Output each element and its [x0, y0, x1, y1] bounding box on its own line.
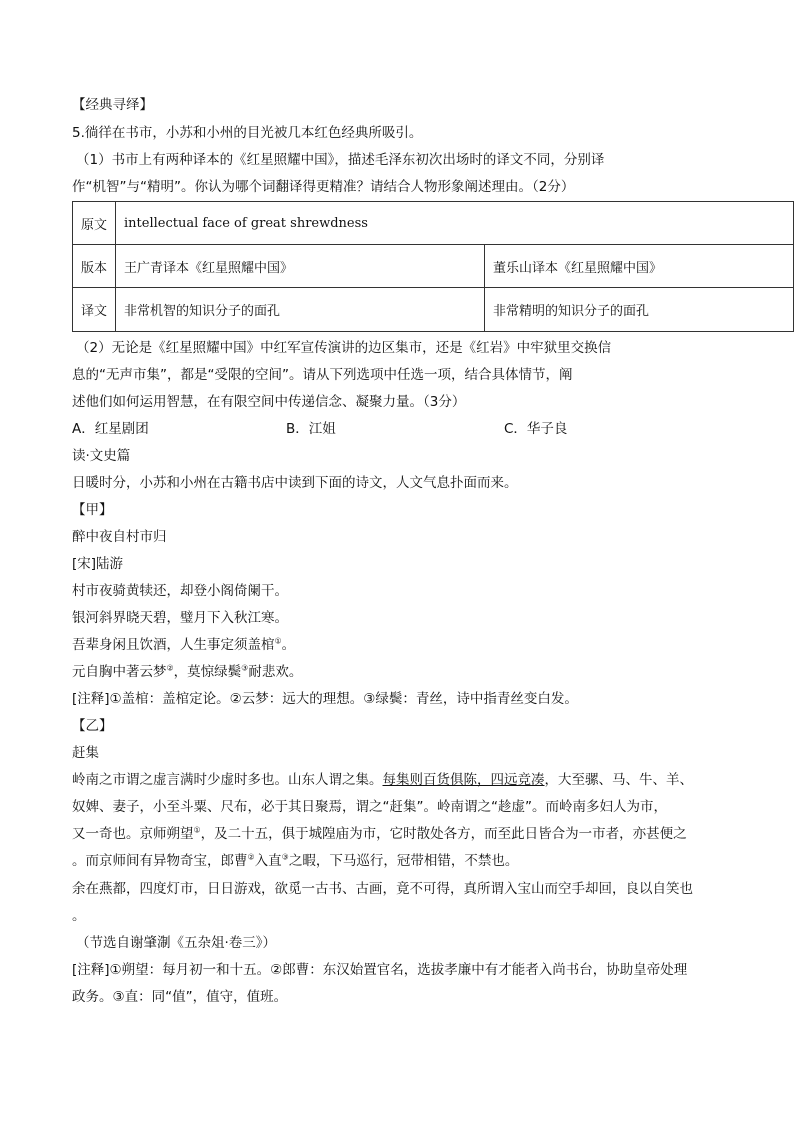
section-heading-classic: 【经典寻绎】	[72, 97, 153, 113]
poem-line-4-end: 耐悲欢。	[248, 664, 303, 680]
question-5-2-line-3: 述他们如何运用智慧，在有限空间中传递信念、凝聚力量。（3分）	[72, 394, 466, 410]
note-marker: ③	[241, 663, 249, 673]
table-row-version	[73, 245, 794, 288]
prose-notes-line-1: [注释]①朔望：每月初一和十五。②郎曹：东汉始置官名，选拔孝廉中有才能者入尚书台，协助皇帝处理	[72, 962, 688, 978]
poem-line-3-end: 。	[281, 637, 296, 653]
question-5-2-line-1: （2）无论是《红星照耀中国》中红军宣传演讲的边区集市，还是《红岩》中牢狱里交换信	[76, 340, 612, 356]
poem-author: [宋]陆游	[72, 556, 124, 572]
note-marker: ②	[247, 852, 255, 862]
version-a-cell: 王广青译本《红星照耀中国》	[116, 245, 485, 288]
read-intro: 日暖时分，小苏和小州在古籍书店中读到下面的诗文，人文气息扑面而来。	[72, 475, 518, 491]
table-row-original	[73, 202, 794, 245]
prose-source: （节选自谢肇淛《五杂俎·卷三》）	[76, 935, 277, 951]
poem-line-4-middle: ，莫惊绿鬓	[173, 664, 242, 680]
poem-line-1: 村市夜骑黄犊还，却登小阁倚阑干。	[72, 583, 288, 599]
poem-line-3-text: 吾辈身闲且饮酒，人生事定须盖棺	[72, 637, 275, 653]
option-b: B．江姐	[286, 421, 336, 437]
prose-line-4	[72, 852, 518, 870]
poem-title: 醉中夜自村市归	[72, 529, 167, 545]
question-5-1-line-1: （1）书市上有两种译本的《红星照耀中国》，描述毛泽东初次出场时的译文不同，分别译	[76, 152, 605, 168]
prose-line-4-end: 之暇，下马巡行，冠带相错，不禁也。	[288, 853, 519, 869]
option-c: C．华子良	[504, 421, 568, 437]
note-marker: ②	[166, 663, 174, 673]
prose-line-3-end: ，及二十五，俱于城隍庙为市，它时散处各方，而至此日皆合为一市者，亦甚便之	[200, 826, 687, 842]
poem-line-4-text: 元自胸中著云梦	[72, 664, 167, 680]
table-header-translation: 译文	[73, 288, 116, 332]
prose-line-1-end: ，大至骡、马、牛、羊、	[544, 772, 693, 788]
part-yi-heading: 【乙】	[72, 718, 113, 734]
note-marker: ①	[274, 636, 282, 646]
prose-line-3-text: 又一奇也。京师朔望	[72, 826, 194, 842]
prose-line-4-middle: 入直	[254, 853, 282, 869]
prose-paragraph-2-line-1: 余在燕都，四度灯市，日日游戏，欲觅一古书、古画，竟不可得，真所谓入宝山而空手却回，良以自笑也	[72, 881, 693, 897]
part-jia-heading: 【甲】	[72, 502, 113, 518]
table-header-original: 原文	[73, 202, 116, 245]
poem-line-2: 银河斜界晓天碧，璧月下入秋江寒。	[72, 610, 288, 626]
poem-notes: [注释]①盖棺：盖棺定论。②云梦：远大的理想。③绿鬓：青丝，诗中指青丝变白发。	[72, 691, 578, 707]
question-5-intro: 5.徜徉在书市，小苏和小州的目光被几本红色经典所吸引。	[72, 125, 423, 141]
question-5-1-line-2: 作“机智”与“精明”。你认为哪个词翻译得更精准？请结合人物形象阐述理由。（2分）	[72, 179, 575, 195]
note-marker: ①	[193, 825, 201, 835]
original-text-cell: intellectual face of great shrewdness	[116, 202, 794, 245]
translation-a-cell: 非常机智的知识分子的面孔	[116, 288, 485, 332]
poem-line-4	[72, 663, 302, 681]
underlined-sentence: 每集则百货俱陈，四远竞凑	[382, 772, 545, 788]
version-b-cell: 董乐山译本《红星照耀中国》	[485, 245, 794, 288]
option-a: A．红星剧团	[72, 421, 149, 437]
prose-line-2: 奴婢、妻子，小至斗粟、尺布，必于其日聚焉，谓之“赶集”。岭南谓之“趁虚”。而岭南多妇人为市，	[72, 799, 667, 815]
question-5-2-line-2: 息的“无声市集”，都是“受限的空间”。请从下列选项中任选一项，结合具体情节，阐	[72, 367, 573, 383]
prose-line-4-text: 。而京师间有异物奇宝，郎曹	[72, 853, 248, 869]
table-header-version: 版本	[73, 245, 116, 288]
poem-line-3	[72, 636, 295, 654]
prose-line-3	[72, 825, 687, 843]
prose-line-1-text: 岭南之市谓之虚言满时少虚时多也。山东人谓之集。	[72, 772, 383, 788]
prose-line-1	[72, 771, 693, 789]
table-row-translation	[73, 288, 794, 332]
note-marker: ③	[281, 852, 289, 862]
prose-notes-line-2: 政务。③直：同“值”，值守，值班。	[72, 989, 288, 1005]
translation-b-cell: 非常精明的知识分子的面孔	[485, 288, 794, 332]
prose-title: 赶集	[72, 745, 99, 761]
translation-comparison-table	[72, 201, 794, 332]
prose-paragraph-2-line-2: 。	[72, 908, 86, 924]
section-heading-read: 读·文史篇	[72, 448, 131, 464]
